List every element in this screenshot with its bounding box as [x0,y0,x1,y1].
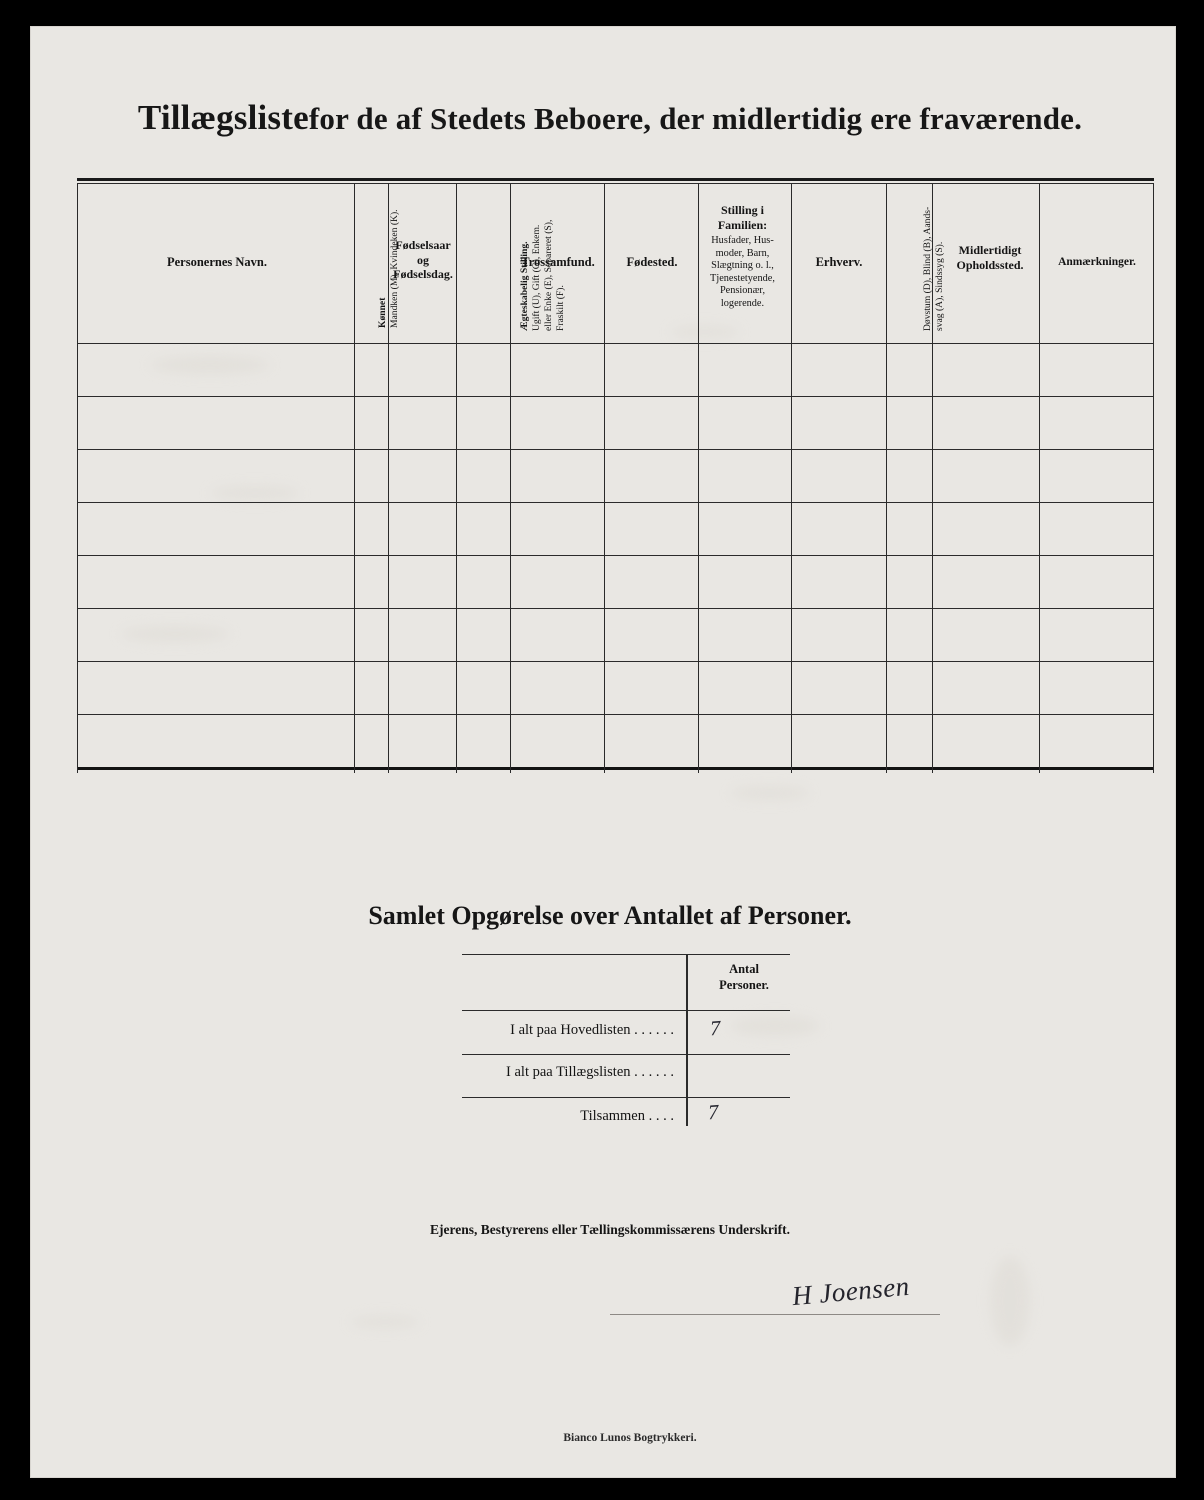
summary-column-header [698,962,790,993]
page-title [90,98,1130,138]
signature-caption: Ejerens, Bestyrerens eller Tællingskommissærens Underskrift. [430,1222,790,1237]
column-header-anmerkninger: Anmærkninger. [1058,256,1136,268]
table-column-border [791,183,792,773]
summary-row-label-tillaegslisten: I alt paa Tillægslisten . . . . . . [506,1064,674,1080]
document-sheet [30,26,1176,1478]
summary-row-divider [462,1097,790,1098]
column-header-dovstum: Døvstum (D), Blind (B), Aands- svag (A), Sindssyg (S). [922,206,945,331]
page-title-main: Tillægsliste [137,98,309,137]
table-row-divider [77,555,1154,556]
table-column-border [456,183,457,773]
column-header-familie: Stilling i Familien: Husfader, Hus- moder, Barn, Slægtning o. l., Tjenestetyende, Pensionær, logerende. [710,203,775,309]
summary-column-header-line1: Antal [729,962,759,976]
summary-row-label-tilsammen: Tilsammen . . . . [580,1108,674,1124]
table-row-divider [77,396,1154,397]
table-border-top [77,183,1154,184]
summary-heading: Samlet Opgørelse over Antallet af Personer. [368,901,852,930]
column-header-kjon: Kønnet Mandken (M), Kvindeken (K). [377,209,400,328]
summary-row-label-hovedlisten: I alt paa Hovedlisten . . . . . . [510,1022,674,1038]
table-column-border [354,183,355,773]
paper-blotch [350,1316,420,1328]
summary-border-top [462,954,790,955]
handwritten-signature: H Joensen [790,1270,911,1312]
column-header-stilling: Ægteskabelig Stilling. Ugift (U), Gift (G), Enkem. eller Enke (E), Separeret (S), Fraskilt (F). [519,219,566,331]
summary-table [462,954,790,1126]
table-column-border [1039,183,1040,773]
printer-imprint: Bianco Lunos Bogtrykkeri. [563,1432,697,1444]
summary-value-tilsammen: 7 [707,1099,720,1125]
table-row-divider [77,502,1154,503]
table-border-bottom [77,767,1154,770]
absentees-table [77,183,1154,773]
table-row-divider [77,449,1154,450]
column-header-fodested: Fødested. [626,255,678,269]
paper-blotch [990,1256,1030,1346]
table-row-divider [77,661,1154,662]
table-header-divider [77,343,1154,344]
table-column-border [604,183,605,773]
table-column-border [886,183,887,773]
signature-line [610,1314,940,1315]
page-title-rest: for de af Stedets Beboere, der midlertidig ere fraværende. [308,101,1083,136]
summary-column-border [686,954,688,1126]
title-divider [77,178,1154,181]
paper-blotch [730,786,810,800]
summary-value-hovedlisten: 7 [709,1015,722,1041]
column-header-trossamfund: Trossamfund. [521,255,595,269]
table-column-border [1153,183,1154,773]
column-header-navn: Personernes Navn. [167,255,267,269]
table-row-divider [77,714,1154,715]
table-column-border [77,183,78,773]
table-row-divider [77,608,1154,609]
summary-row-divider [462,1054,790,1055]
summary-header-divider [462,1010,790,1011]
column-header-opholdssted: Midlertidigt Opholdssted. [956,243,1024,272]
table-column-border [510,183,511,773]
column-header-erhverv: Erhverv. [815,255,863,269]
column-header-fodsel: Fødselsaar og Fødselsdag. [393,238,453,282]
summary-column-header-line2: Personer. [719,977,769,992]
